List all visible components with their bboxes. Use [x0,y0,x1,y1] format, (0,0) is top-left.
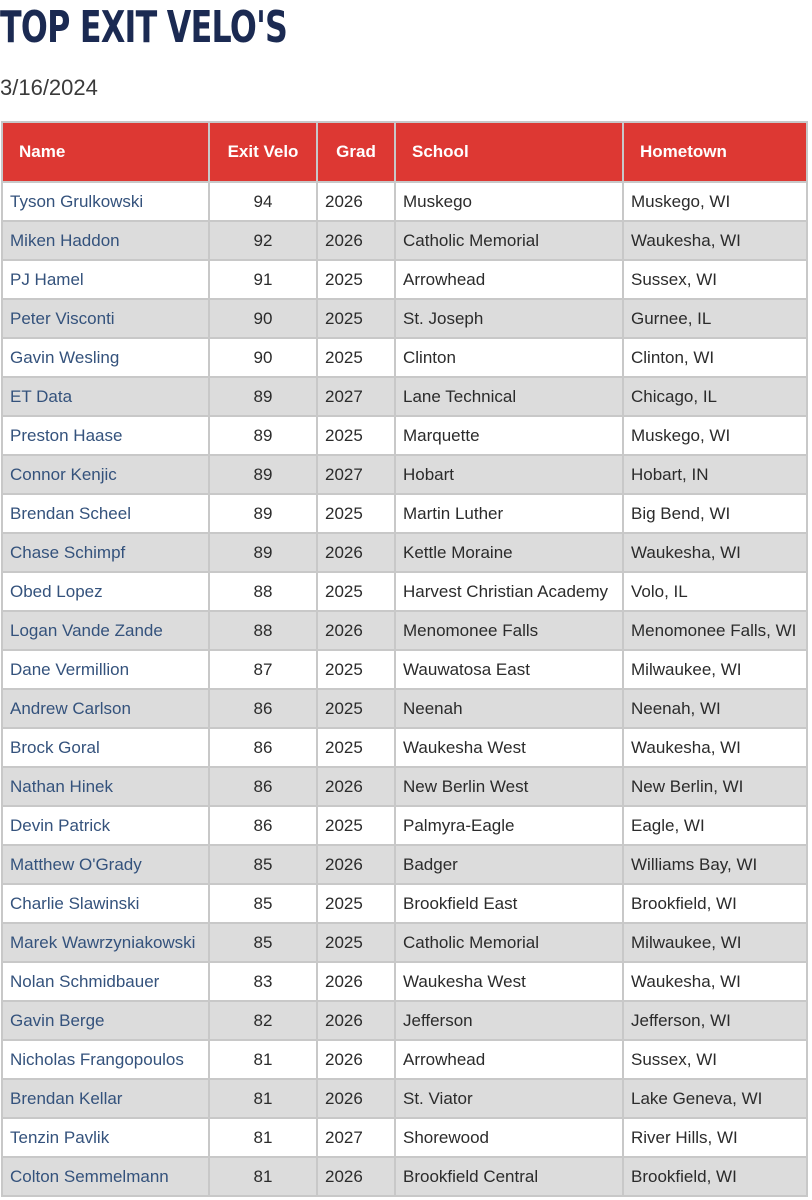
table-row [2,1118,807,1157]
cell-hometown: Sussex, WI [623,1040,807,1079]
table-row [2,572,807,611]
cell-grad: 2026 [317,1040,395,1079]
cell-name: Preston Haase [2,416,209,455]
cell-hometown: Clinton, WI [623,338,807,377]
cell-exit-velo: 86 [209,806,317,845]
cell-exit-velo: 89 [209,377,317,416]
cell-grad: 2026 [317,533,395,572]
cell-exit-velo: 90 [209,338,317,377]
cell-grad: 2025 [317,689,395,728]
cell-name: Marek Wawrzyniakowski [2,923,209,962]
cell-hometown: Neenah, WI [623,689,807,728]
cell-exit-velo: 85 [209,923,317,962]
table-row [2,494,807,533]
table-row [2,767,807,806]
cell-school: Brookfield Central [395,1157,623,1196]
cell-grad: 2026 [317,221,395,260]
cell-grad: 2025 [317,884,395,923]
cell-exit-velo: 81 [209,1118,317,1157]
table-row [2,884,807,923]
cell-school: Marquette [395,416,623,455]
cell-hometown: Waukesha, WI [623,533,807,572]
cell-grad: 2026 [317,767,395,806]
cell-name: ET Data [2,377,209,416]
column-header-exit-velo: Exit Velo [209,122,317,182]
table-row [2,182,807,221]
cell-grad: 2025 [317,728,395,767]
cell-name: Devin Patrick [2,806,209,845]
cell-exit-velo: 89 [209,455,317,494]
cell-name: Tenzin Pavlik [2,1118,209,1157]
exit-velo-table [1,121,808,1197]
cell-name: Logan Vande Zande [2,611,209,650]
table-row [2,1040,807,1079]
cell-name: Brock Goral [2,728,209,767]
cell-name: Gavin Berge [2,1001,209,1040]
cell-hometown: Milwaukee, WI [623,650,807,689]
table-row [2,806,807,845]
cell-grad: 2027 [317,377,395,416]
cell-exit-velo: 92 [209,221,317,260]
cell-hometown: Waukesha, WI [623,962,807,1001]
cell-grad: 2025 [317,299,395,338]
cell-school: Waukesha West [395,728,623,767]
cell-hometown: Lake Geneva, WI [623,1079,807,1118]
cell-school: Hobart [395,455,623,494]
cell-name: Brendan Kellar [2,1079,209,1118]
cell-grad: 2025 [317,338,395,377]
cell-name: Nolan Schmidbauer [2,962,209,1001]
cell-grad: 2026 [317,962,395,1001]
cell-exit-velo: 85 [209,884,317,923]
cell-hometown: Muskego, WI [623,182,807,221]
cell-school: Catholic Memorial [395,923,623,962]
cell-exit-velo: 83 [209,962,317,1001]
cell-exit-velo: 88 [209,611,317,650]
column-header-school: School [395,122,623,182]
cell-grad: 2026 [317,1001,395,1040]
cell-school: St. Joseph [395,299,623,338]
cell-hometown: Brookfield, WI [623,884,807,923]
cell-name: Miken Haddon [2,221,209,260]
table-row [2,533,807,572]
table-row [2,455,807,494]
cell-exit-velo: 81 [209,1079,317,1118]
table-row [2,1157,807,1196]
table-row [2,416,807,455]
cell-grad: 2025 [317,650,395,689]
table-row [2,689,807,728]
cell-grad: 2026 [317,1157,395,1196]
table-row [2,845,807,884]
cell-grad: 2026 [317,845,395,884]
cell-hometown: Eagle, WI [623,806,807,845]
cell-school: Arrowhead [395,260,623,299]
table-row [2,299,807,338]
cell-school: Palmyra-Eagle [395,806,623,845]
cell-grad: 2025 [317,494,395,533]
table-row [2,1079,807,1118]
cell-exit-velo: 81 [209,1040,317,1079]
cell-exit-velo: 89 [209,533,317,572]
cell-school: Shorewood [395,1118,623,1157]
cell-exit-velo: 89 [209,494,317,533]
cell-name: Colton Semmelmann [2,1157,209,1196]
cell-school: Waukesha West [395,962,623,1001]
column-header-name: Name [2,122,209,182]
cell-exit-velo: 89 [209,416,317,455]
cell-name: Brendan Scheel [2,494,209,533]
cell-grad: 2027 [317,1118,395,1157]
cell-exit-velo: 86 [209,728,317,767]
cell-school: Neenah [395,689,623,728]
table-body [2,182,807,1196]
table-row [2,650,807,689]
cell-exit-velo: 86 [209,689,317,728]
cell-exit-velo: 85 [209,845,317,884]
cell-hometown: Hobart, IN [623,455,807,494]
cell-exit-velo: 88 [209,572,317,611]
cell-grad: 2026 [317,182,395,221]
cell-name: Charlie Slawinski [2,884,209,923]
cell-exit-velo: 94 [209,182,317,221]
cell-name: Nathan Hinek [2,767,209,806]
table-row [2,962,807,1001]
cell-exit-velo: 90 [209,299,317,338]
cell-hometown: New Berlin, WI [623,767,807,806]
table-header-row [2,122,807,182]
cell-school: Martin Luther [395,494,623,533]
cell-name: Chase Schimpf [2,533,209,572]
cell-hometown: Big Bend, WI [623,494,807,533]
cell-name: Gavin Wesling [2,338,209,377]
cell-name: Dane Vermillion [2,650,209,689]
page-title: TOP EXIT VELO'S [0,2,288,53]
cell-grad: 2026 [317,1079,395,1118]
cell-school: Kettle Moraine [395,533,623,572]
cell-school: Catholic Memorial [395,221,623,260]
cell-grad: 2027 [317,455,395,494]
table-row [2,728,807,767]
cell-hometown: Muskego, WI [623,416,807,455]
cell-grad: 2025 [317,260,395,299]
column-header-hometown: Hometown [623,122,807,182]
cell-name: Obed Lopez [2,572,209,611]
cell-hometown: Williams Bay, WI [623,845,807,884]
page-date: 3/16/2024 [0,75,98,100]
cell-name: Peter Visconti [2,299,209,338]
cell-grad: 2026 [317,611,395,650]
cell-school: Menomonee Falls [395,611,623,650]
cell-hometown: Brookfield, WI [623,1157,807,1196]
cell-school: Badger [395,845,623,884]
cell-grad: 2025 [317,923,395,962]
cell-school: Brookfield East [395,884,623,923]
table-row [2,260,807,299]
cell-exit-velo: 87 [209,650,317,689]
table-row [2,221,807,260]
table-row [2,338,807,377]
table-row [2,923,807,962]
cell-hometown: Jefferson, WI [623,1001,807,1040]
cell-school: Clinton [395,338,623,377]
cell-school: Wauwatosa East [395,650,623,689]
cell-school: Jefferson [395,1001,623,1040]
cell-school: Harvest Christian Academy [395,572,623,611]
cell-exit-velo: 86 [209,767,317,806]
column-header-grad: Grad [317,122,395,182]
cell-grad: 2025 [317,572,395,611]
cell-school: Muskego [395,182,623,221]
cell-hometown: Menomonee Falls, WI [623,611,807,650]
cell-hometown: Waukesha, WI [623,221,807,260]
cell-grad: 2025 [317,416,395,455]
cell-exit-velo: 81 [209,1157,317,1196]
cell-school: St. Viator [395,1079,623,1118]
cell-school: Arrowhead [395,1040,623,1079]
cell-grad: 2025 [317,806,395,845]
cell-school: New Berlin West [395,767,623,806]
table-row [2,1001,807,1040]
cell-hometown: Chicago, IL [623,377,807,416]
cell-name: Tyson Grulkowski [2,182,209,221]
cell-hometown: Gurnee, IL [623,299,807,338]
cell-school: Lane Technical [395,377,623,416]
cell-name: Connor Kenjic [2,455,209,494]
cell-exit-velo: 91 [209,260,317,299]
cell-name: Andrew Carlson [2,689,209,728]
cell-hometown: Milwaukee, WI [623,923,807,962]
cell-hometown: Sussex, WI [623,260,807,299]
cell-hometown: River Hills, WI [623,1118,807,1157]
table-row [2,377,807,416]
table-row [2,611,807,650]
cell-hometown: Volo, IL [623,572,807,611]
cell-hometown: Waukesha, WI [623,728,807,767]
cell-exit-velo: 82 [209,1001,317,1040]
cell-name: Matthew O'Grady [2,845,209,884]
cell-name: Nicholas Frangopoulos [2,1040,209,1079]
cell-name: PJ Hamel [2,260,209,299]
